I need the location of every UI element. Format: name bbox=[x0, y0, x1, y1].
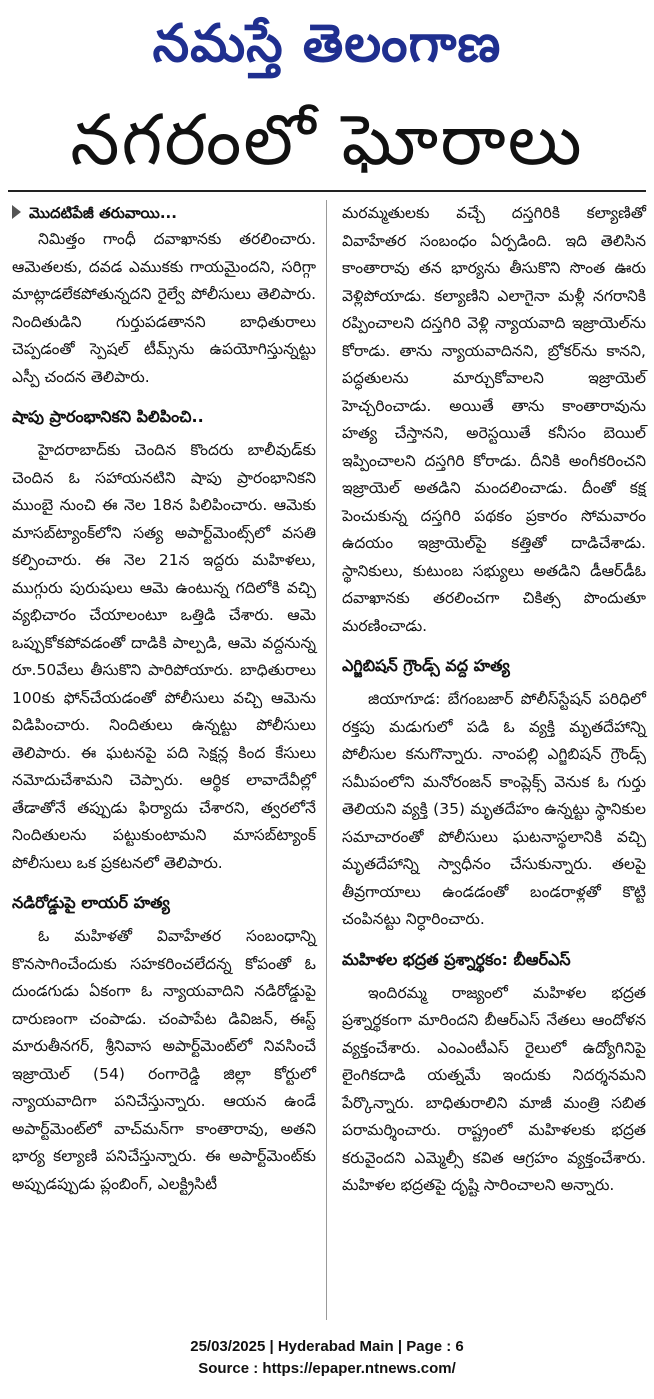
column-divider bbox=[326, 200, 327, 1320]
article-paragraph: ఇందిరమ్మ రాజ్యంలో మహిళల భద్రత ప్రశ్నార్థకంగా మారిందని బీఆర్‌ఎస్ నేతలు ఆందోళన వ్యక్తంచేశారు. ఎంఎంటీఎస్ రైలులో ఉద్యోగినిపై లైంగికదాడి యత్నమే ఇందుకు నిదర్శనమని పేర్కొన్నారు. బాధితురాలిని మాజీ మంత్రి సబిత పరామర్శించారు. రాష్ట్రంలో మహిళలకు భద్రత కరువైందని ఎమ్మెల్సీ కవిత ఆగ్రహం వ్యక్తంచేశారు. మహిళల భద్రతపై దృష్టి సారించాలని అన్నారు. bbox=[342, 983, 646, 1194]
left-column bbox=[12, 200, 316, 1198]
headline-rule bbox=[8, 190, 646, 192]
article-paragraph: హైదరాబాద్‌కు చెందిన కొందరు బాలీవుడ్‌కు చెందిన ఓ సహాయనటిని షాపు ప్రారంభానికని ముంబై నుంచి ఈ నెల 18న పిలిపించారు. ఆమెకు మాసబ్‌ట్యాంక్‌లోని సత్య అపార్ట్‌మెంట్స్‌లో వసతి కల్పించారు. ఈ నెల 21న ఇద్దరు మహిళలు, ముగ్గురు పురుషులు ఆమె ఉంటున్న గదిలోకి వచ్చి వ్యభిచారం చేయాలంటూ ఒత్తిడి చేశారు. ఆమె ఒప్పుకోకపోవడంతో దాడికి పాల్పడి, ఆమె వద్దనున్న రూ.50వేలు తీసుకొని పారిపోయారు. బాధితురాలు 100కు ఫోన్‌చేయడంతో పోలీసులు వచ్చి ఆమెను విడిపించారు. నిందితులు ఉన్నట్టు పోలీసులు తెలిపారు. ఈ ఘటనపై పది సెక్షన్ల కింద కేసులు నమోదుచేశామని చెప్పారు. ఆర్థిక లావాదేవీల్లో తేడాతోనే తప్పుడు ఫిర్యాదు చేశారని, త్వరలోనే నిందితులను పట్టుకుంటామని మాసబ్‌ట్యాంక్ పోలీసులు ఒక ప్రకటనలో తెలిపారు. bbox=[12, 441, 316, 872]
section-heading: ఎగ్జిబిషన్ గ్రౌండ్స్ వద్ద హత్య bbox=[342, 656, 510, 675]
continuation-line bbox=[12, 200, 316, 226]
continuation-label: మొదటిపేజీ తరువాయి... bbox=[29, 204, 177, 222]
right-column bbox=[342, 200, 646, 1200]
article-paragraph: ఓ మహిళతో వివాహేతర సంబంధాన్ని కొనసాగించేందుకు సహకరించలేదన్న కోపంతో ఓ దుండగుడు ఏకంగా ఓ న్యాయవాదిని నడిరోడ్డుపై దారుణంగా చంపాడు. చంపాపేట డివిజన్, ఈస్ట్ మారుతీనగర్, శ్రీనివాస అపార్ట్‌మెంట్‌లో నివసించే ఇజ్రాయెల్ (54) రంగారెడ్డి జిల్లా కోర్టులో న్యాయవాదిగా పనిచేస్తున్నారు. ఆయన ఉండే అపార్ట్‌మెంట్‌లో వాచ్‌మన్‌గా కాంతారావు, అతని భార్య కల్యాణి పనిచేస్తున్నారు. ఈ అపార్ట్‌మెంట్‌కు అప్పుడప్పుడు ప్లంబింగ్, ఎలక్ట్రిసిటీ bbox=[12, 927, 316, 1193]
headline: నగరంలో ఘోరాలు bbox=[70, 99, 584, 181]
footer-date-line: 25/03/2025 | Hyderabad Main | Page : 6 bbox=[190, 1338, 464, 1355]
masthead bbox=[0, 4, 654, 84]
article-paragraph: జియాగూడ: బేగంబజార్ పోలీస్‌స్టేషన్ పరిధిలో రక్తపు మడుగులో పడి ఓ వ్యక్తి మృతదేహాన్ని పోలీసుల కనుగొన్నారు. నాంపల్లి ఎగ్జిబిషన్ గ్రౌండ్స్ సమీపంలోని మనోరంజన్ కాంప్లెక్స్ వెనుక ఓ గుర్తు తెలియని వ్యక్తి (35) మృతదేహం ఉన్నట్టు స్థానికుల సమాచారంతో పోలీసులు ఘటనాస్థలానికి వచ్చి మృతదేహాన్ని స్వాధీనం చేసుకున్నారు. తలపై తీవ్రగాయాలు ఉండడంతో బండరాళ్లతో కొట్టి చంపినట్టు నిర్ధారించారు. bbox=[342, 690, 646, 928]
section-heading: నడిరోడ్డుపై లాయర్ హత్య bbox=[12, 893, 170, 912]
footer-source-line: Source : https://epaper.ntnews.com/ bbox=[198, 1360, 456, 1377]
article-paragraph: నిమిత్తం గాంధీ దవాఖానకు తరలించారు. ఆమెతలకు, దవడ ఎముకకు గాయమైందని, సరిగ్గా మాట్లాడలేకపోతున్నదని రైల్వే పోలీసులు తెలిపారు. నిందితుడిని గుర్తుపడతానని బాధితురాలు చెప్పడంతో స్పెషల్ టీమ్స్‌ను ఉపయోగిస్తున్నట్టు ఎస్పీ చందన తెలిపారు. bbox=[12, 230, 316, 386]
masthead-logo-text: నమస్తే తెలంగాణ bbox=[152, 13, 502, 74]
article-paragraph: మరమ్మతులకు వచ్చే దస్తగిరికి కల్యాణితో వివాహేతర సంబంధం ఏర్పడింది. ఇది తెలిసిన కాంతారావు తన భార్యను తీసుకొని సొంత ఊరు వెళ్లిపోయాడు. కల్యాణిని ఎలాగైనా మళ్లీ నగరానికి రప్పించాలని దస్తగిరి వెళ్లి న్యాయవాది ఇజ్రాయెల్‌ను కోరాడు. తాను న్యాయవాదినని, బ్రోకర్‌ను కానని, పద్ధతులను మార్చుకోవాలని ఇజ్రాయెల్ హెచ్చరించాడు. అయితే తాను కాంతారావును హత్య చేస్తానని, అరెస్టయితే కనీసం బెయిల్ ఇప్పించాలని దస్తగిరి కోరాడు. దీనికి అంగీకరించని ఇజ్రాయెల్ అతడిని మందలించాడు. దీంతో కక్ష పెంచుకున్న దస్తగిరి పథకం ప్రకారం సోమవారం ఉదయం ఇజ్రాయెల్‌పై కత్తితో దాడిచేశాడు. స్థానికులు, కుటుంబ సభ్యులు అతడిని డీఆర్‌డీఓ దవాఖానకు తరలించగా చికిత్స పొందుతూ మరణించాడు. bbox=[342, 204, 646, 635]
section-heading: షాపు ప్రారంభానికని పిలిపించి.. bbox=[12, 407, 204, 426]
chevron-right-icon bbox=[12, 205, 21, 219]
section-heading: మహిళల భద్రత ప్రశ్నార్థకం: బీఆర్‌ఎస్ bbox=[342, 949, 571, 969]
